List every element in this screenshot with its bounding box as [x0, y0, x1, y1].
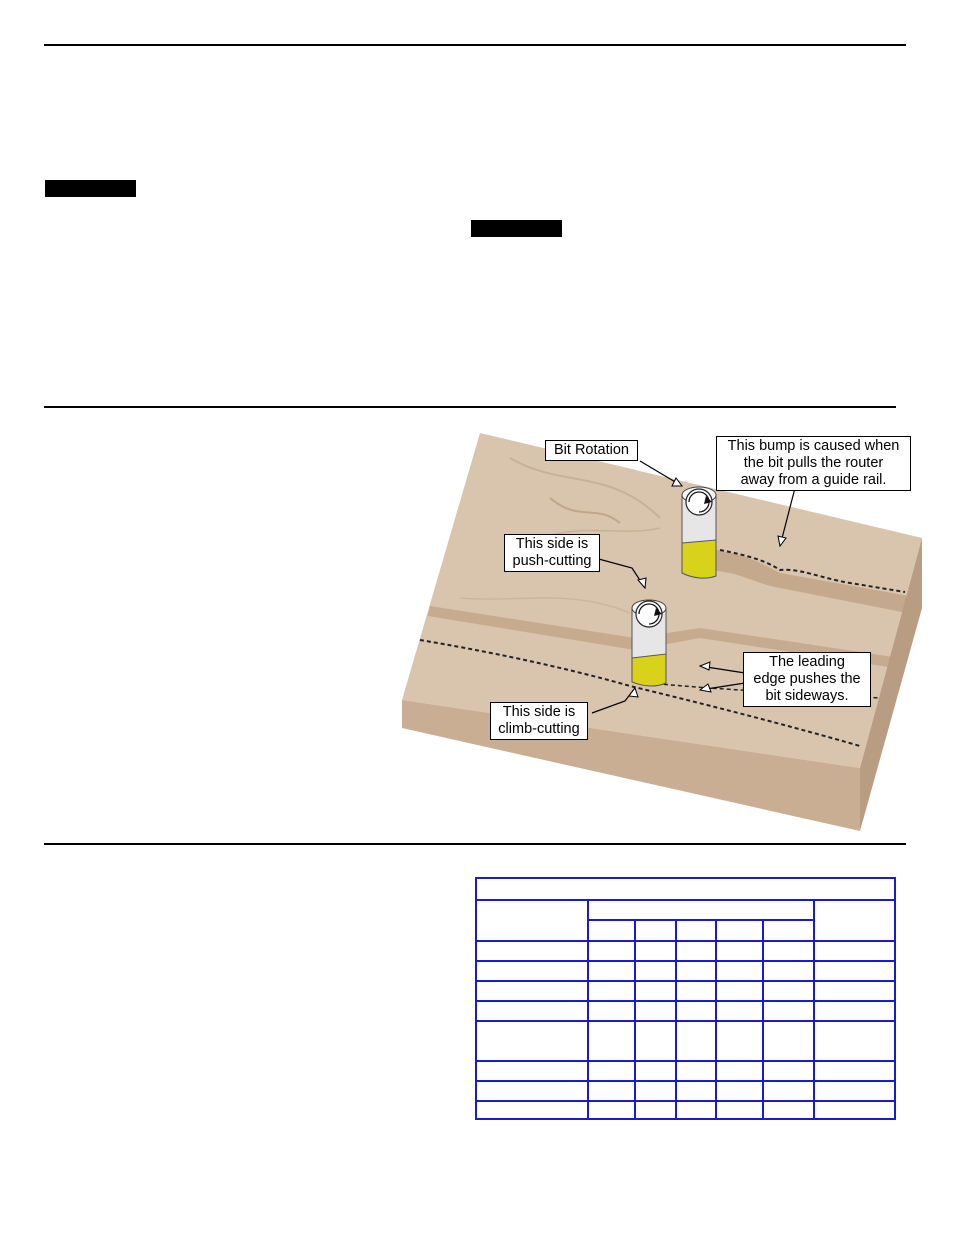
- table-row-line: [477, 899, 894, 901]
- callout-line: push-cutting: [512, 553, 592, 569]
- callout-line: the bit pulls the router: [743, 455, 884, 471]
- table-row-line: [477, 980, 894, 982]
- table-col-line: [715, 919, 717, 1118]
- upper-router-bit: [682, 487, 716, 578]
- spec-table: [475, 877, 896, 1120]
- table-col-line: [762, 919, 764, 1118]
- table-row-line: [477, 940, 894, 942]
- callout-bit-rotation: [545, 440, 638, 461]
- redacted-label-box: [471, 220, 562, 237]
- callout-bump: [716, 436, 911, 491]
- table-row-line: [587, 919, 813, 921]
- callout-line: away from a guide rail.: [740, 472, 887, 488]
- table-row-line: [477, 1060, 894, 1062]
- redacted-label-box: [45, 180, 136, 197]
- table-col-line: [634, 919, 636, 1118]
- callout-climb-cutting: [490, 702, 588, 740]
- section-rule-top: [44, 44, 906, 46]
- table-col-line: [587, 899, 589, 1118]
- callout-line: climb-cutting: [498, 721, 580, 737]
- callout-line: Bit Rotation: [554, 442, 629, 458]
- callout-line: bit sideways.: [765, 688, 849, 704]
- callout-line: This side is: [502, 704, 576, 720]
- table-row-line: [477, 1020, 894, 1022]
- callout-push-cutting: [504, 534, 600, 572]
- callout-line: The leading: [769, 654, 845, 670]
- table-col-line: [813, 899, 815, 1118]
- callout-leading-edge: [743, 652, 871, 707]
- table-col-line: [675, 919, 677, 1118]
- lower-router-bit: [632, 600, 666, 686]
- section-rule-bottom: [44, 843, 906, 845]
- table-row-line: [477, 1000, 894, 1002]
- router-bit-illustration: [400, 428, 924, 832]
- table-row-line: [477, 960, 894, 962]
- callout-line: This bump is caused when: [727, 438, 900, 454]
- table-row-line: [477, 1100, 894, 1102]
- section-rule-middle: [44, 406, 896, 408]
- callout-line: This side is: [515, 536, 589, 552]
- callout-line: edge pushes the: [753, 671, 861, 687]
- table-row-line: [477, 1080, 894, 1082]
